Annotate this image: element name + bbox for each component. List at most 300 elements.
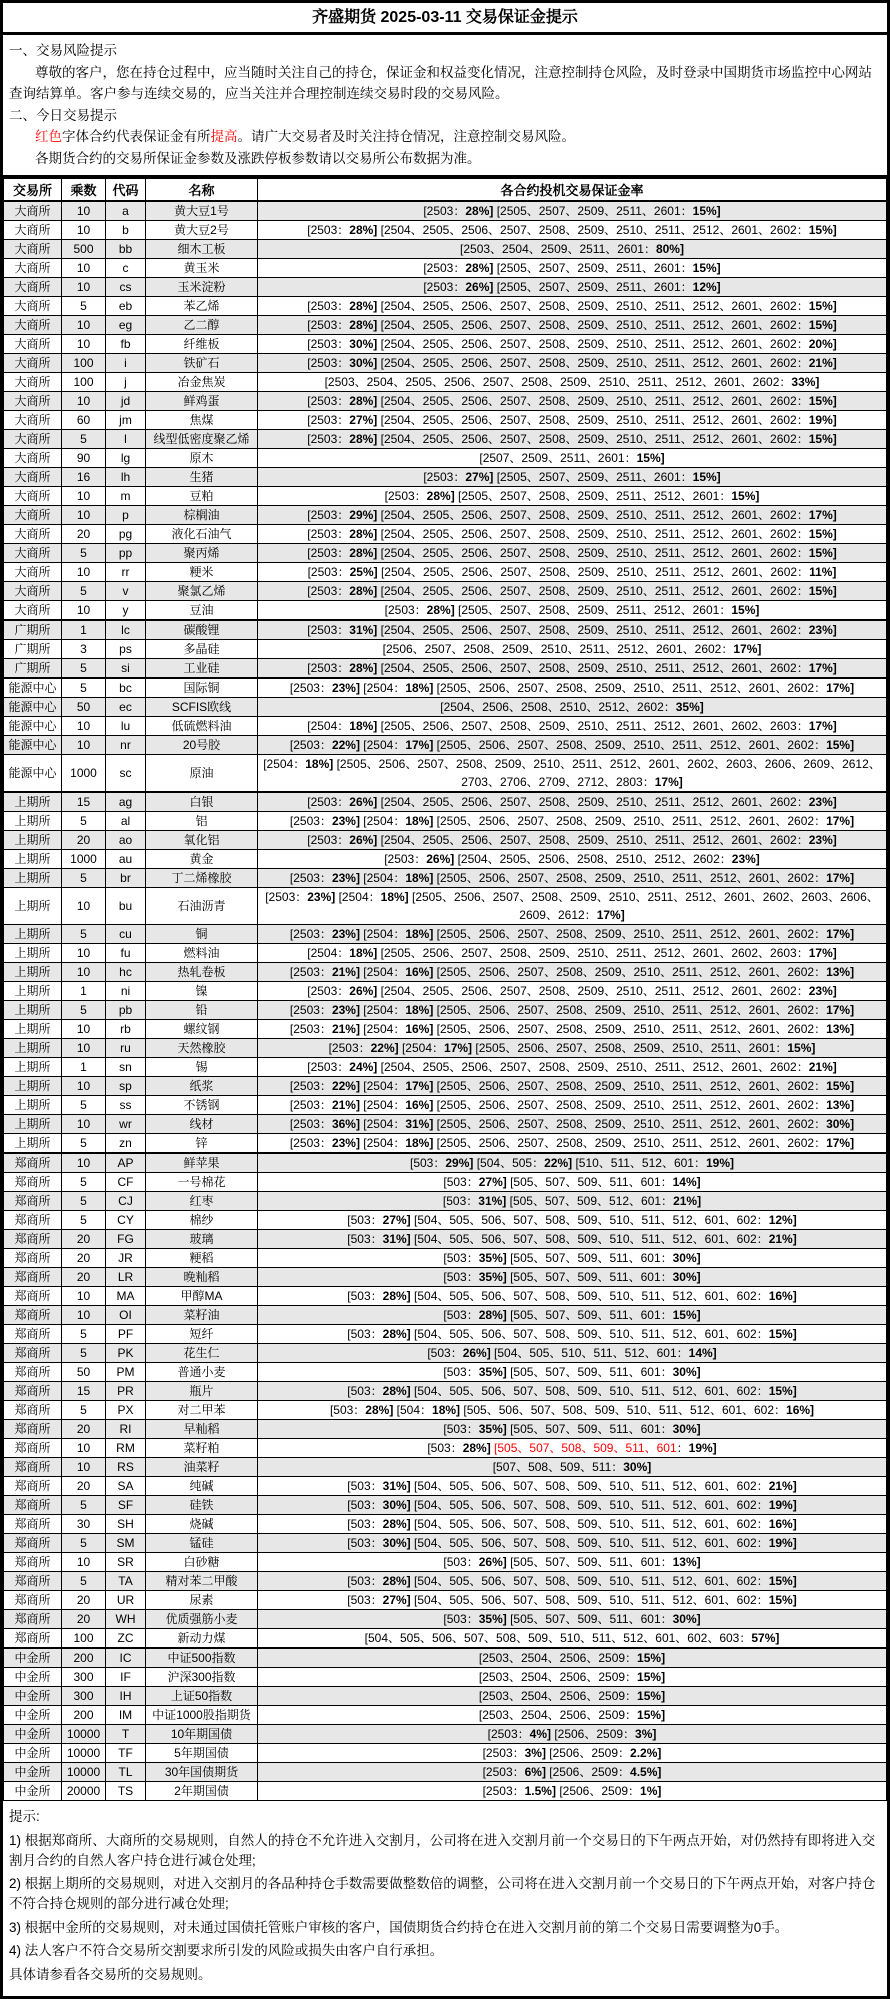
header-name: 名称 — [146, 179, 258, 202]
rate-cell: [503：29%] [504、505：22%] [510、511、512、601：19%] — [258, 1153, 887, 1173]
table-row — [4, 259, 887, 278]
name-cell: 豆粕 — [146, 487, 258, 506]
table-row — [4, 755, 887, 793]
multiplier-cell: 5 — [62, 582, 106, 601]
code-cell: j — [106, 373, 146, 392]
header-exchange: 交易所 — [4, 179, 62, 202]
code-cell: al — [106, 812, 146, 831]
header-multiplier: 乘数 — [62, 179, 106, 202]
exchange-cell: 上期所 — [4, 888, 62, 925]
exchange-cell: 大商所 — [4, 240, 62, 259]
rate-cell: [503：28%] [505、507、508、509、511、601：19%] — [258, 1439, 887, 1458]
multiplier-cell: 16 — [62, 468, 106, 487]
rate-cell: [2503：23%] [2504：18%] [2505、2506、2507、2508、2509、2510、2511、2512、2601、2602：17%] — [258, 1001, 887, 1020]
multiplier-cell: 10 — [62, 278, 106, 297]
exchange-cell: 上期所 — [4, 1020, 62, 1039]
exchange-cell: 郑商所 — [4, 1306, 62, 1325]
table-row — [4, 944, 887, 963]
table-row — [4, 1553, 887, 1572]
table-row — [4, 717, 887, 736]
multiplier-cell: 20 — [62, 1249, 106, 1268]
code-cell: au — [106, 850, 146, 869]
table-row — [4, 487, 887, 506]
exchange-cell: 大商所 — [4, 506, 62, 525]
code-cell: y — [106, 601, 146, 621]
code-cell: ZC — [106, 1629, 146, 1649]
name-cell: 细木工板 — [146, 240, 258, 259]
exchange-cell: 郑商所 — [4, 1420, 62, 1439]
exchange-cell: 上期所 — [4, 1077, 62, 1096]
multiplier-cell: 10 — [62, 1458, 106, 1477]
multiplier-cell: 500 — [62, 240, 106, 259]
code-cell: wr — [106, 1115, 146, 1134]
name-cell: 上证50指数 — [146, 1687, 258, 1706]
rate-cell: [503：35%] [505、507、509、511、601：30%] — [258, 1249, 887, 1268]
table-header-row — [4, 179, 887, 202]
name-cell: 早籼稻 — [146, 1420, 258, 1439]
rate-cell: [2503：28%] [2504、2505、2506、2507、2508、2509、2510、2511、2512、2601、2602：15%] — [258, 544, 887, 563]
risk-warning-text: 尊敬的客户，您在持仓过程中，应当随时关注自己的持仓，保证金和权益变化情况，注意控制持仓风险，及时登录中国期货市场监控中心网站查询结算单。客户参与连续交易的，应当关注并合理控制连续交易时段的交易风险。 — [9, 64, 872, 101]
rate-cell: [2503：25%] [2504、2505、2506、2507、2508、2509、2510、2511、2512、2601、2602：11%] — [258, 563, 887, 582]
name-cell: 镍 — [146, 982, 258, 1001]
exchange-cell: 郑商所 — [4, 1496, 62, 1515]
exchange-cell: 上期所 — [4, 831, 62, 850]
header-code: 代码 — [106, 179, 146, 202]
name-cell: 不锈钢 — [146, 1096, 258, 1115]
code-cell: pp — [106, 544, 146, 563]
multiplier-cell: 10 — [62, 1439, 106, 1458]
multiplier-cell: 5 — [62, 812, 106, 831]
exchange-cell: 大商所 — [4, 392, 62, 411]
exchange-cell: 郑商所 — [4, 1211, 62, 1230]
exchange-cell: 郑商所 — [4, 1591, 62, 1610]
exchange-cell: 大商所 — [4, 373, 62, 392]
name-cell: 黄金 — [146, 850, 258, 869]
rate-cell: [503：31%] [505、507、509、512、601：21%] — [258, 1192, 887, 1211]
exchange-cell: 郑商所 — [4, 1553, 62, 1572]
exchange-cell: 大商所 — [4, 563, 62, 582]
name-cell: 棉纱 — [146, 1211, 258, 1230]
multiplier-cell: 5 — [62, 1401, 106, 1420]
multiplier-cell: 10 — [62, 316, 106, 335]
table-row — [4, 1134, 887, 1154]
rate-cell: [503：35%] [505、507、509、511、601：30%] — [258, 1610, 887, 1629]
exchange-cell: 大商所 — [4, 259, 62, 278]
multiplier-cell: 30 — [62, 1515, 106, 1534]
rate-cell: [2503：28%] [2504、2505、2506、2507、2508、2509、2510、2511、2512、2601、2602：15%] — [258, 430, 887, 449]
multiplier-cell: 15 — [62, 792, 106, 812]
rate-cell: [2503、2504、2506、2509：15%] — [258, 1687, 887, 1706]
exchange-params-note: 各期货合约的交易所保证金参数及涨跌停板参数请以交易所公布数据为准。 — [35, 150, 481, 166]
multiplier-cell: 200 — [62, 1706, 106, 1725]
code-cell: rb — [106, 1020, 146, 1039]
name-cell: 铜 — [146, 925, 258, 944]
name-cell: 硅铁 — [146, 1496, 258, 1515]
table-row — [4, 1211, 887, 1230]
table-row — [4, 392, 887, 411]
exchange-cell: 大商所 — [4, 278, 62, 297]
multiplier-cell: 5 — [62, 659, 106, 679]
table-row — [4, 620, 887, 640]
rate-cell: [2503：28%] [2504、2505、2506、2507、2508、2509、2510、2511、2512、2601、2602：15%] — [258, 582, 887, 601]
code-cell: ao — [106, 831, 146, 850]
rate-cell: [503：30%] [504、505、506、507、508、509、510、511、512、601、602：19%] — [258, 1534, 887, 1553]
rate-cell: [503：28%] [505、507、509、511、601：15%] — [258, 1306, 887, 1325]
exchange-cell: 大商所 — [4, 468, 62, 487]
multiplier-cell: 10 — [62, 944, 106, 963]
multiplier-cell: 100 — [62, 1629, 106, 1649]
multiplier-cell: 1000 — [62, 755, 106, 793]
rate-cell: [2503：6%] [2506、2509：4.5%] — [258, 1763, 887, 1782]
multiplier-cell: 5 — [62, 1001, 106, 1020]
code-cell: PK — [106, 1344, 146, 1363]
table-row — [4, 678, 887, 698]
exchange-cell: 中金所 — [4, 1648, 62, 1668]
multiplier-cell: 5 — [62, 678, 106, 698]
table-row — [4, 1268, 887, 1287]
name-cell: 线型低密度聚乙烯 — [146, 430, 258, 449]
code-cell: SA — [106, 1477, 146, 1496]
name-cell: 天然橡胶 — [146, 1039, 258, 1058]
rate-cell: [2503：26%] [2504、2505、2506、2507、2508、2509、2510、2511、2512、2601、2602：23%] — [258, 982, 887, 1001]
table-row — [4, 1382, 887, 1401]
code-cell: PM — [106, 1363, 146, 1382]
code-cell: TS — [106, 1782, 146, 1801]
name-cell: 白银 — [146, 792, 258, 812]
multiplier-cell: 5 — [62, 925, 106, 944]
code-cell: jm — [106, 411, 146, 430]
exchange-cell: 郑商所 — [4, 1439, 62, 1458]
today-notice-heading: 二、今日交易提示 — [9, 107, 117, 123]
table-row — [4, 525, 887, 544]
code-cell: CF — [106, 1173, 146, 1192]
table-row — [4, 982, 887, 1001]
rate-cell: [2503：26%] [2504、2505、2506、2507、2508、2509、2510、2511、2512、2601、2602：23%] — [258, 792, 887, 812]
exchange-cell: 上期所 — [4, 1134, 62, 1154]
table-row — [4, 869, 887, 888]
multiplier-cell: 20 — [62, 831, 106, 850]
risk-warning-heading: 一、交易风险提示 — [9, 43, 117, 58]
code-cell: rr — [106, 563, 146, 582]
exchange-cell: 大商所 — [4, 582, 62, 601]
multiplier-cell: 5 — [62, 430, 106, 449]
exchange-cell: 郑商所 — [4, 1477, 62, 1496]
rate-cell: [2503：22%] [2504：17%] [2505、2506、2507、2508、2509、2510、2511、2512、2601、2602：15%] — [258, 1077, 887, 1096]
name-cell: 一号棉花 — [146, 1173, 258, 1192]
rate-cell: [503：26%] [504、505、510、511、512、601：14%] — [258, 1344, 887, 1363]
code-cell: lu — [106, 717, 146, 736]
rate-cell: [503：26%] [505、507、509、511、601：13%] — [258, 1553, 887, 1572]
note-item-5: 具体请参看各交易所的交易规则。 — [9, 1966, 212, 1982]
multiplier-cell: 5 — [62, 1344, 106, 1363]
exchange-cell: 上期所 — [4, 850, 62, 869]
name-cell: 铅 — [146, 1001, 258, 1020]
exchange-cell: 大商所 — [4, 335, 62, 354]
rate-cell: [503：28%] [504、505、506、507、508、509、510、511、512、601、602：15%] — [258, 1572, 887, 1591]
exchange-cell: 郑商所 — [4, 1325, 62, 1344]
table-row — [4, 888, 887, 925]
table-row — [4, 1401, 887, 1420]
name-cell: 优质强筋小麦 — [146, 1610, 258, 1629]
multiplier-cell: 10 — [62, 1153, 106, 1173]
multiplier-cell: 60 — [62, 411, 106, 430]
rate-cell: [503：28%] [504、505、506、507、508、509、510、511、512、601、602：16%] — [258, 1287, 887, 1306]
table-row — [4, 1591, 887, 1610]
multiplier-cell: 5 — [62, 1096, 106, 1115]
exchange-cell: 广期所 — [4, 620, 62, 640]
rate-cell: [2503：30%] [2504、2505、2506、2507、2508、2509、2510、2511、2512、2601、2602：21%] — [258, 354, 887, 373]
exchange-cell: 上期所 — [4, 1001, 62, 1020]
multiplier-cell: 10 — [62, 259, 106, 278]
multiplier-cell: 1 — [62, 982, 106, 1001]
multiplier-cell: 5 — [62, 544, 106, 563]
code-cell: sp — [106, 1077, 146, 1096]
rate-cell: [2503：23%] [2504：18%] [2505、2506、2507、2508、2509、2510、2511、2512、2601、2602：17%] — [258, 812, 887, 831]
code-cell: PX — [106, 1401, 146, 1420]
multiplier-cell: 10 — [62, 487, 106, 506]
multiplier-cell: 10 — [62, 1306, 106, 1325]
exchange-cell: 郑商所 — [4, 1534, 62, 1553]
rate-cell: [2504：18%] [2505、2506、2507、2508、2509、2510、2511、2512、2601、2602、2603：17%] — [258, 944, 887, 963]
rate-cell: [503：28%] [504、505、506、507、508、509、510、511、512、601、602：16%] — [258, 1515, 887, 1534]
exchange-cell: 郑商所 — [4, 1249, 62, 1268]
multiplier-cell: 10 — [62, 1077, 106, 1096]
multiplier-cell: 10 — [62, 335, 106, 354]
exchange-cell: 郑商所 — [4, 1515, 62, 1534]
exchange-cell: 上期所 — [4, 792, 62, 812]
name-cell: 沪深300指数 — [146, 1668, 258, 1687]
multiplier-cell: 20 — [62, 525, 106, 544]
code-cell: cs — [106, 278, 146, 297]
code-cell: PF — [106, 1325, 146, 1344]
code-cell: TL — [106, 1763, 146, 1782]
rate-cell: [2503：28%] [2504、2505、2506、2507、2508、2509、2510、2511、2512、2601、2602：15%] — [258, 316, 887, 335]
table-row — [4, 430, 887, 449]
exchange-cell: 郑商所 — [4, 1629, 62, 1649]
code-cell: SH — [106, 1515, 146, 1534]
multiplier-cell: 20 — [62, 1420, 106, 1439]
rate-cell: [503：28%] [504、505、506、507、508、509、510、511、512、601、602：15%] — [258, 1325, 887, 1344]
table-row — [4, 563, 887, 582]
rate-cell: [2503：1.5%] [2506、2509：1%] — [258, 1782, 887, 1801]
name-cell: 线材 — [146, 1115, 258, 1134]
table-row — [4, 449, 887, 468]
rate-cell: [2503：28%] [2505、2507、2509、2511、2601：15%] — [258, 201, 887, 221]
rate-cell: [2503：36%] [2504：31%] [2505、2506、2507、2508、2509、2510、2511、2512、2601、2602：30%] — [258, 1115, 887, 1134]
multiplier-cell: 3 — [62, 640, 106, 659]
exchange-cell: 大商所 — [4, 411, 62, 430]
code-cell: lh — [106, 468, 146, 487]
code-cell: zn — [106, 1134, 146, 1154]
code-cell: bc — [106, 678, 146, 698]
name-cell: 石油沥青 — [146, 888, 258, 925]
name-cell: SCFIS欧线 — [146, 698, 258, 717]
exchange-cell: 郑商所 — [4, 1344, 62, 1363]
code-cell: jd — [106, 392, 146, 411]
multiplier-cell: 10 — [62, 717, 106, 736]
rate-cell: [2503：23%] [2504：18%] [2505、2506、2507、2508、2509、2510、2511、2512、2601、2602：17%] — [258, 678, 887, 698]
code-cell: bu — [106, 888, 146, 925]
name-cell: 原木 — [146, 449, 258, 468]
multiplier-cell: 20 — [62, 1268, 106, 1287]
table-row — [4, 354, 887, 373]
rate-cell: [2503：23%] [2504：18%] [2505、2506、2507、2508、2509、2510、2511、2512、2601、2602、2603、2606、2609、2612：17%] — [258, 888, 887, 925]
name-cell: 玉米淀粉 — [146, 278, 258, 297]
code-cell: sc — [106, 755, 146, 793]
code-cell: WH — [106, 1610, 146, 1629]
code-cell: hc — [106, 963, 146, 982]
rate-cell: [2503：22%] [2504：17%] [2505、2506、2507、2508、2509、2510、2511、2601：15%] — [258, 1039, 887, 1058]
code-cell: fu — [106, 944, 146, 963]
rate-cell: [503：27%] [505、507、509、511、601：14%] — [258, 1173, 887, 1192]
name-cell: 工业硅 — [146, 659, 258, 679]
multiplier-cell: 300 — [62, 1668, 106, 1687]
rate-cell: [503：35%] [505、507、509、511、601：30%] — [258, 1363, 887, 1382]
header-margin-rates: 各合约投机交易保证金率 — [258, 179, 887, 202]
code-cell: IM — [106, 1706, 146, 1725]
table-row — [4, 1477, 887, 1496]
exchange-cell: 中金所 — [4, 1782, 62, 1801]
code-cell: lg — [106, 449, 146, 468]
note-item-3: 3) 根据中金所的交易规则，对未通过国债托管账户审核的客户，国债期货合约持仓在进入交割月前的第二个交易日需要调整为0手。 — [9, 1919, 789, 1935]
multiplier-cell: 5 — [62, 1496, 106, 1515]
rate-cell: [2503：26%] [2504、2505、2506、2507、2508、2509、2510、2511、2512、2601、2602：23%] — [258, 831, 887, 850]
table-row — [4, 850, 887, 869]
name-cell: 低硫燃料油 — [146, 717, 258, 736]
name-cell: 乙二醇 — [146, 316, 258, 335]
table-row — [4, 1439, 887, 1458]
table-row — [4, 1306, 887, 1325]
name-cell: 多晶硅 — [146, 640, 258, 659]
name-cell: 30年国债期货 — [146, 1763, 258, 1782]
code-cell: sn — [106, 1058, 146, 1077]
name-cell: 中证500指数 — [146, 1648, 258, 1668]
table-row — [4, 240, 887, 259]
exchange-cell: 郑商所 — [4, 1268, 62, 1287]
table-row — [4, 1020, 887, 1039]
code-cell: b — [106, 221, 146, 240]
multiplier-cell: 20000 — [62, 1782, 106, 1801]
code-cell: lc — [106, 620, 146, 640]
code-cell: ss — [106, 1096, 146, 1115]
name-cell: 5年期国债 — [146, 1744, 258, 1763]
multiplier-cell: 10 — [62, 601, 106, 621]
code-cell: ec — [106, 698, 146, 717]
exchange-cell: 大商所 — [4, 525, 62, 544]
multiplier-cell: 20 — [62, 1230, 106, 1249]
name-cell: 液化石油气 — [146, 525, 258, 544]
multiplier-cell: 10000 — [62, 1725, 106, 1744]
code-cell: OI — [106, 1306, 146, 1325]
name-cell: 10年期国债 — [146, 1725, 258, 1744]
multiplier-cell: 1 — [62, 620, 106, 640]
multiplier-cell: 15 — [62, 1382, 106, 1401]
page-title: 齐盛期货 2025-03-11 交易保证金提示 — [3, 3, 887, 35]
multiplier-cell: 200 — [62, 1648, 106, 1668]
code-cell: i — [106, 354, 146, 373]
rate-cell: [2503：23%] [2504：18%] [2505、2506、2507、2508、2509、2510、2511、2512、2601、2602：17%] — [258, 925, 887, 944]
code-cell: IC — [106, 1648, 146, 1668]
code-cell: MA — [106, 1287, 146, 1306]
name-cell: 新动力煤 — [146, 1629, 258, 1649]
table-row — [4, 1287, 887, 1306]
table-row — [4, 963, 887, 982]
rate-cell: [2503、2504、2506、2509：15%] — [258, 1648, 887, 1668]
name-cell: 豆油 — [146, 601, 258, 621]
exchange-cell: 郑商所 — [4, 1153, 62, 1173]
exchange-cell: 大商所 — [4, 430, 62, 449]
rate-cell: [503：31%] [504、505、506、507、508、509、510、511、512、601、602：21%] — [258, 1477, 887, 1496]
rate-cell: [2507、2509、2511、2601：15%] — [258, 449, 887, 468]
table-row — [4, 1363, 887, 1382]
table-row — [4, 278, 887, 297]
name-cell: 晚籼稻 — [146, 1268, 258, 1287]
name-cell: 生猪 — [146, 468, 258, 487]
multiplier-cell: 10 — [62, 563, 106, 582]
table-row — [4, 411, 887, 430]
name-cell: 粳米 — [146, 563, 258, 582]
table-row — [4, 221, 887, 240]
rate-cell: [2503：22%] [2504：17%] [2505、2506、2507、2508、2509、2510、2511、2512、2601、2602：15%] — [258, 736, 887, 755]
table-row — [4, 1001, 887, 1020]
table-row — [4, 1096, 887, 1115]
table-row — [4, 640, 887, 659]
multiplier-cell: 10 — [62, 888, 106, 925]
name-cell: 烧碱 — [146, 1515, 258, 1534]
exchange-cell: 中金所 — [4, 1763, 62, 1782]
name-cell: 红枣 — [146, 1192, 258, 1211]
rate-cell: [503：35%] [505、507、509、511、601：30%] — [258, 1420, 887, 1439]
exchange-cell: 大商所 — [4, 601, 62, 621]
multiplier-cell: 10 — [62, 1115, 106, 1134]
table-row — [4, 792, 887, 812]
name-cell: 锰硅 — [146, 1534, 258, 1553]
code-cell: eb — [106, 297, 146, 316]
code-cell: RM — [106, 1439, 146, 1458]
multiplier-cell: 50 — [62, 698, 106, 717]
table-row — [4, 736, 887, 755]
table-row — [4, 373, 887, 392]
rate-cell: [503：31%] [504、505、506、507、508、509、510、511、512、601、602：21%] — [258, 1230, 887, 1249]
rate-cell: [503：28%] [504：18%] [505、506、507、508、509、510、511、512、601、602：16%] — [258, 1401, 887, 1420]
code-cell: TA — [106, 1572, 146, 1591]
name-cell: 锡 — [146, 1058, 258, 1077]
rate-cell: [2503：31%] [2504、2505、2506、2507、2508、2509、2510、2511、2512、2601、2602：23%] — [258, 620, 887, 640]
exchange-cell: 大商所 — [4, 487, 62, 506]
code-cell: SF — [106, 1496, 146, 1515]
multiplier-cell: 10 — [62, 506, 106, 525]
exchange-cell: 中金所 — [4, 1725, 62, 1744]
table-row — [4, 1744, 887, 1763]
name-cell: 黄玉米 — [146, 259, 258, 278]
multiplier-cell: 90 — [62, 449, 106, 468]
code-cell: SM — [106, 1534, 146, 1553]
exchange-cell: 上期所 — [4, 1058, 62, 1077]
code-cell: LR — [106, 1268, 146, 1287]
table-row — [4, 201, 887, 221]
multiplier-cell: 20 — [62, 1477, 106, 1496]
table-row — [4, 506, 887, 525]
rate-cell: [2503：28%] [2505、2507、2508、2509、2511、2512、2601：15%] — [258, 601, 887, 621]
multiplier-cell: 50 — [62, 1363, 106, 1382]
name-cell: 粳稻 — [146, 1249, 258, 1268]
name-cell: 氧化铝 — [146, 831, 258, 850]
exchange-cell: 大商所 — [4, 201, 62, 221]
code-cell: cu — [106, 925, 146, 944]
table-row — [4, 1058, 887, 1077]
multiplier-cell: 5 — [62, 1325, 106, 1344]
multiplier-cell: 1000 — [62, 850, 106, 869]
